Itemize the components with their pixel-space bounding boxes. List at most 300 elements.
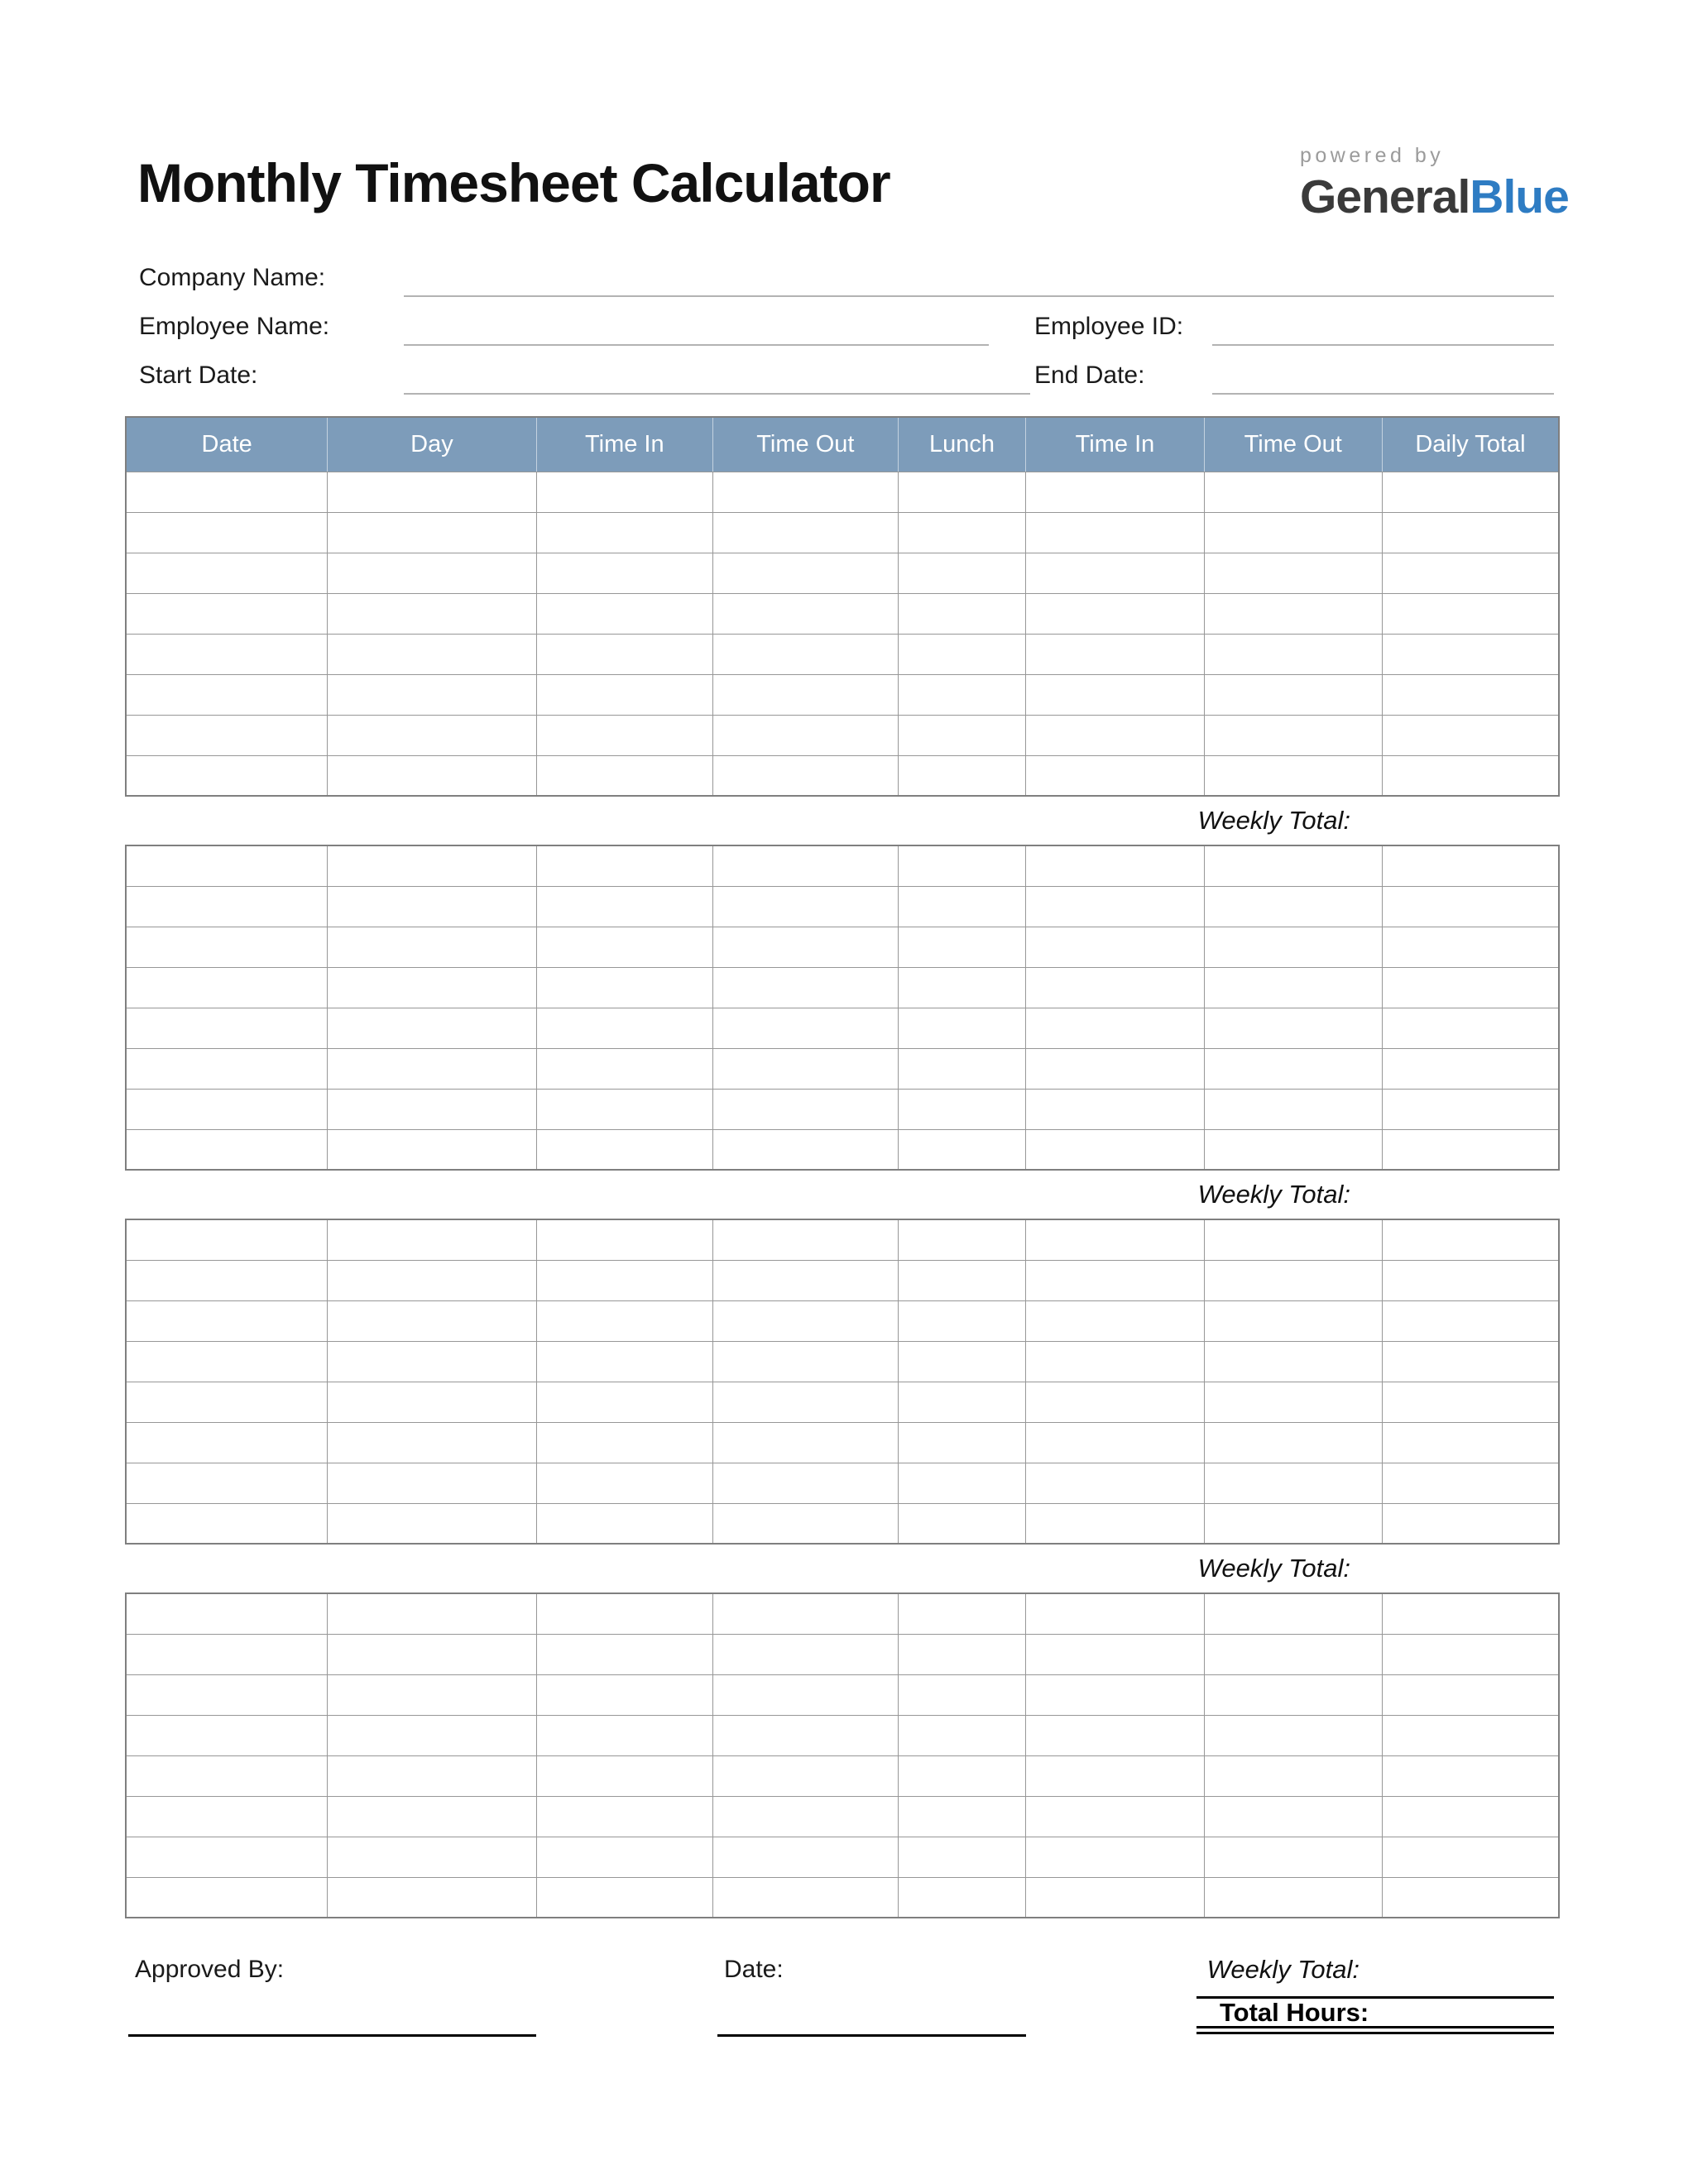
timesheet-cell[interactable] [898,1089,1026,1129]
timesheet-cell[interactable] [126,1634,328,1674]
timesheet-cell[interactable] [713,472,899,512]
timesheet-cell[interactable] [898,755,1026,796]
timesheet-cell[interactable] [328,674,536,715]
weekly-total-final-row[interactable] [1196,1951,1554,1999]
date-input-line[interactable] [717,2034,1026,2037]
timesheet-cell[interactable] [328,472,536,512]
timesheet-cell[interactable] [1204,1593,1382,1634]
timesheet-cell[interactable] [713,1341,899,1382]
timesheet-cell[interactable] [898,1877,1026,1918]
timesheet-row-w3-r5 [126,1382,1559,1422]
timesheet-cell[interactable] [328,1089,536,1129]
timesheet-cell[interactable] [328,1674,536,1715]
timesheet-cell[interactable] [713,1382,899,1422]
timesheet-cell[interactable] [536,1755,713,1796]
company-name-row [139,253,1554,302]
timesheet-cell[interactable] [898,1300,1026,1341]
timesheet-row-w1-r1 [126,472,1559,512]
timesheet-cell[interactable] [713,1715,899,1755]
timesheet-cell[interactable] [713,1219,899,1260]
timesheet-cell[interactable] [328,512,536,553]
timesheet-cell[interactable] [713,1877,899,1918]
timesheet-cell[interactable] [898,1422,1026,1463]
timesheet-cell[interactable] [536,715,713,755]
timesheet-row-w1-r7 [126,715,1559,755]
end-date-input-line[interactable] [1212,370,1554,395]
timesheet-cell[interactable] [536,967,713,1008]
timesheet-cell[interactable] [1382,553,1559,593]
timesheet-cell[interactable] [898,512,1026,553]
timesheet-cell[interactable] [898,593,1026,634]
timesheet-cell[interactable] [328,1715,536,1755]
timesheet-cell[interactable] [1026,1796,1204,1837]
timesheet-cell[interactable] [713,512,899,553]
timesheet-row-w1-r2 [126,512,1559,553]
timesheet-cell[interactable] [1204,1382,1382,1422]
timesheet-cell[interactable] [1382,1837,1559,1877]
timesheet-cell[interactable] [328,1260,536,1300]
timesheet-cell[interactable] [898,1837,1026,1877]
timesheet-cell[interactable] [1382,1219,1559,1260]
timesheet-cell[interactable] [1026,1674,1204,1715]
timesheet-cell[interactable] [1204,1089,1382,1129]
timesheet-cell[interactable] [713,1837,899,1877]
timesheet-cell[interactable] [536,1089,713,1129]
timesheet-cell[interactable] [126,1463,328,1503]
timesheet-cell[interactable] [1026,715,1204,755]
timesheet-cell[interactable] [536,1463,713,1503]
timesheet-cell[interactable] [536,886,713,927]
timesheet-cell[interactable] [536,1715,713,1755]
timesheet-cell[interactable] [1382,1755,1559,1796]
timesheet-cell[interactable] [1204,634,1382,674]
timesheet-cell[interactable] [898,1463,1026,1503]
timesheet-cell[interactable] [898,1382,1026,1422]
timesheet-cell[interactable] [1204,1674,1382,1715]
brand-name [1300,170,1569,224]
timesheet-cell[interactable] [1382,634,1559,674]
timesheet-cell[interactable] [328,715,536,755]
timesheet-cell[interactable] [126,472,328,512]
timesheet-cell[interactable] [328,1634,536,1674]
timesheet-row-w4-r1 [126,1593,1559,1634]
timesheet-cell[interactable] [1026,845,1204,886]
timesheet-cell[interactable] [328,927,536,967]
timesheet-cell[interactable] [1026,593,1204,634]
timesheet-cell[interactable] [1026,634,1204,674]
timesheet-cell[interactable] [1382,1593,1559,1634]
timesheet-cell[interactable] [126,886,328,927]
timesheet-cell[interactable] [126,1715,328,1755]
timesheet-cell[interactable] [1382,927,1559,967]
timesheet-cell[interactable] [1382,1674,1559,1715]
timesheet-cell[interactable] [126,1674,328,1715]
timesheet-cell[interactable] [126,927,328,967]
timesheet-cell[interactable] [1026,674,1204,715]
timesheet-cell[interactable] [1026,1048,1204,1089]
timesheet-cell[interactable] [1204,1008,1382,1048]
timesheet-cell[interactable] [126,1008,328,1048]
timesheet-cell[interactable] [898,927,1026,967]
timesheet-cell[interactable] [1382,512,1559,553]
timesheet-cell[interactable] [1204,1837,1382,1877]
timesheet-row-w2-r7 [126,1089,1559,1129]
timesheet-cell[interactable] [328,1837,536,1877]
timesheet-cell[interactable] [898,1674,1026,1715]
timesheet-cell[interactable] [713,1634,899,1674]
timesheet-row-w3-r2 [126,1260,1559,1300]
timesheet-cell[interactable] [713,634,899,674]
timesheet-cell[interactable] [1382,1048,1559,1089]
timesheet-cell[interactable] [1382,715,1559,755]
timesheet-cell[interactable] [1382,967,1559,1008]
timesheet-row-w3-r4 [126,1341,1559,1382]
timesheet-cell[interactable] [536,927,713,967]
timesheet-cell[interactable] [1026,1382,1204,1422]
timesheet-cell[interactable] [1026,886,1204,927]
timesheet-cell[interactable] [1026,967,1204,1008]
timesheet-cell[interactable] [126,1300,328,1341]
timesheet-cell[interactable] [1382,674,1559,715]
timesheet-cell[interactable] [126,1260,328,1300]
start-date-input-line[interactable] [404,370,1030,395]
timesheet-cell[interactable] [713,674,899,715]
timesheet-cell[interactable] [328,1503,536,1544]
timesheet-row-w1-r8 [126,755,1559,796]
timesheet-cell[interactable] [1204,1300,1382,1341]
timesheet-cell[interactable] [898,1755,1026,1796]
timesheet-cell[interactable] [1382,1503,1559,1544]
timesheet-row-w3-r7 [126,1463,1559,1503]
timesheet-cell[interactable] [536,1260,713,1300]
timesheet-cell[interactable] [126,1129,328,1170]
timesheet-cell[interactable] [126,715,328,755]
timesheet-cell[interactable] [713,1089,899,1129]
timesheet-cell[interactable] [536,472,713,512]
timesheet-row-w2-r3 [126,927,1559,967]
timesheet-cell[interactable] [536,1837,713,1877]
timesheet-cell[interactable] [126,1422,328,1463]
timesheet-cell[interactable] [713,1674,899,1715]
timesheet-cell[interactable] [1204,1463,1382,1503]
timesheet-cell[interactable] [328,886,536,927]
powered-by-text: powered by [1300,144,1445,167]
timesheet-cell[interactable] [898,886,1026,927]
timesheet-cell[interactable] [328,1048,536,1089]
timesheet-cell[interactable] [126,553,328,593]
timesheet-cell[interactable] [126,1593,328,1634]
timesheet-cell[interactable] [1026,553,1204,593]
timesheet-cell[interactable] [1026,1715,1204,1755]
timesheet-cell[interactable] [1204,1422,1382,1463]
timesheet-cell[interactable] [898,1129,1026,1170]
timesheet-cell[interactable] [328,1593,536,1634]
timesheet-cell[interactable] [1204,967,1382,1008]
timesheet-cell[interactable] [1026,1877,1204,1918]
timesheet-cell[interactable] [713,967,899,1008]
timesheet-cell[interactable] [898,553,1026,593]
timesheet-cell[interactable] [328,755,536,796]
timesheet-cell[interactable] [328,593,536,634]
timesheet-cell[interactable] [1204,886,1382,927]
timesheet-cell[interactable] [898,1219,1026,1260]
timesheet-cell[interactable] [536,593,713,634]
timesheet-cell[interactable] [1026,1089,1204,1129]
timesheet-cell[interactable] [536,1503,713,1544]
timesheet-cell[interactable] [713,1260,899,1300]
timesheet-cell[interactable] [126,1341,328,1382]
timesheet-cell[interactable] [1204,553,1382,593]
timesheet-cell[interactable] [328,1300,536,1341]
timesheet-cell[interactable] [1026,1300,1204,1341]
timesheet-cell[interactable] [536,1877,713,1918]
timesheet-cell[interactable] [536,1300,713,1341]
timesheet-cell[interactable] [536,845,713,886]
timesheet-cell[interactable] [1204,1755,1382,1796]
timesheet-cell[interactable] [1204,1796,1382,1837]
page-title: Monthly Timesheet Calculator [137,152,890,213]
timesheet-cell[interactable] [1382,845,1559,886]
timesheet-cell[interactable] [328,1463,536,1503]
timesheet-cell[interactable] [126,674,328,715]
timesheet-cell[interactable] [713,755,899,796]
timesheet-cell[interactable] [713,1463,899,1503]
timesheet-weeks [125,416,1560,1918]
timesheet-cell[interactable] [713,553,899,593]
timesheet-cell[interactable] [1204,593,1382,634]
column-header-1-day: Day [328,417,536,472]
column-header-5-time-in: Time In [1026,417,1204,472]
timesheet-cell[interactable] [1382,1382,1559,1422]
company-name-input-line[interactable] [404,272,1554,297]
timesheet-cell[interactable] [1026,472,1204,512]
timesheet-cell[interactable] [1026,1634,1204,1674]
timesheet-cell[interactable] [1204,1048,1382,1089]
timesheet-cell[interactable] [536,553,713,593]
timesheet-cell[interactable] [1382,1008,1559,1048]
timesheet-cell[interactable] [536,1341,713,1382]
timesheet-cell[interactable] [1382,1422,1559,1463]
timesheet-cell[interactable] [713,886,899,927]
timesheet-cell[interactable] [328,1219,536,1260]
timesheet-cell[interactable] [328,1341,536,1382]
timesheet-cell[interactable] [1204,472,1382,512]
timesheet-cell[interactable] [328,845,536,886]
timesheet-cell[interactable] [1382,1129,1559,1170]
timesheet-cell[interactable] [713,1422,899,1463]
timesheet-cell[interactable] [1382,1715,1559,1755]
timesheet-cell[interactable] [1204,1129,1382,1170]
timesheet-cell[interactable] [126,1219,328,1260]
timesheet-cell[interactable] [328,1129,536,1170]
timesheet-cell[interactable] [126,634,328,674]
timesheet-cell[interactable] [126,1503,328,1544]
timesheet-cell[interactable] [713,1503,899,1544]
timesheet-cell[interactable] [328,1755,536,1796]
timesheet-cell[interactable] [1204,1341,1382,1382]
approved-by-signature-line[interactable] [128,2034,536,2037]
timesheet-cell[interactable] [536,1219,713,1260]
timesheet-cell[interactable] [898,715,1026,755]
timesheet-cell[interactable] [713,1755,899,1796]
column-header-0-date: Date [126,417,328,472]
timesheet-cell[interactable] [328,634,536,674]
timesheet-cell[interactable] [1382,1260,1559,1300]
timesheet-cell[interactable] [1026,1422,1204,1463]
timesheet-cell[interactable] [898,845,1026,886]
timesheet-cell[interactable] [713,845,899,886]
timesheet-cell[interactable] [713,593,899,634]
weekly-total-label: Weekly Total: [1197,1180,1350,1209]
timesheet-cell[interactable] [536,1422,713,1463]
timesheet-cell[interactable] [898,1634,1026,1674]
timesheet-cell[interactable] [126,1089,328,1129]
timesheet-cell[interactable] [126,512,328,553]
timesheet-cell[interactable] [1204,715,1382,755]
timesheet-cell[interactable] [536,1129,713,1170]
timesheet-cell[interactable] [1026,1341,1204,1382]
employee-id-label: Employee ID: [1034,313,1184,340]
timesheet-cell[interactable] [536,1796,713,1837]
timesheet-cell[interactable] [1026,1008,1204,1048]
timesheet-cell[interactable] [328,1422,536,1463]
timesheet-cell[interactable] [126,967,328,1008]
timesheet-row-w2-r6 [126,1048,1559,1089]
timesheet-row-w3-r3 [126,1300,1559,1341]
timesheet-cell[interactable] [1026,1593,1204,1634]
timesheet-cell[interactable] [126,1755,328,1796]
weekly-total-label: Weekly Total: [1197,806,1350,835]
timesheet-cell[interactable] [1382,472,1559,512]
timesheet-cell[interactable] [1026,1755,1204,1796]
timesheet-cell[interactable] [1026,1260,1204,1300]
timesheet-cell[interactable] [536,755,713,796]
dates-row [139,351,1554,400]
brand-name-general: General [1300,170,1470,223]
timesheet-cell[interactable] [898,1796,1026,1837]
timesheet-cell[interactable] [1382,1634,1559,1674]
timesheet-cell[interactable] [1204,1877,1382,1918]
timesheet-cell[interactable] [898,1593,1026,1634]
timesheet-cell[interactable] [328,1796,536,1837]
timesheet-cell[interactable] [898,674,1026,715]
timesheet-cell[interactable] [1382,886,1559,927]
timesheet-cell[interactable] [713,1008,899,1048]
timesheet-cell[interactable] [1026,927,1204,967]
timesheet-cell[interactable] [1026,512,1204,553]
timesheet-cell[interactable] [713,1796,899,1837]
timesheet-cell[interactable] [1026,1463,1204,1503]
employee-id-input-line[interactable] [1212,321,1554,346]
timesheet-cell[interactable] [898,1008,1026,1048]
timesheet-cell[interactable] [898,634,1026,674]
timesheet-cell[interactable] [126,1837,328,1877]
timesheet-cell[interactable] [898,1260,1026,1300]
timesheet-cell[interactable] [1026,1129,1204,1170]
timesheet-cell[interactable] [126,1048,328,1089]
timesheet-cell[interactable] [328,967,536,1008]
timesheet-cell[interactable] [536,1634,713,1674]
week-table-3 [125,1219,1560,1545]
timesheet-cell[interactable] [1026,1219,1204,1260]
timesheet-cell[interactable] [1204,755,1382,796]
timesheet-cell[interactable] [898,1503,1026,1544]
timesheet-cell[interactable] [1382,1300,1559,1341]
timesheet-row-w2-r1 [126,845,1559,886]
timesheet-cell[interactable] [126,1382,328,1422]
timesheet-cell[interactable] [328,1008,536,1048]
timesheet-cell[interactable] [126,845,328,886]
timesheet-cell[interactable] [1204,845,1382,886]
timesheet-cell[interactable] [713,715,899,755]
timesheet-cell[interactable] [536,634,713,674]
timesheet-cell[interactable] [898,1715,1026,1755]
timesheet-cell[interactable] [536,1382,713,1422]
timesheet-cell[interactable] [536,1008,713,1048]
timesheet-cell[interactable] [713,1129,899,1170]
timesheet-cell[interactable] [536,1048,713,1089]
timesheet-cell[interactable] [713,1048,899,1089]
header-row [126,417,1559,472]
timesheet-cell[interactable] [328,1877,536,1918]
timesheet-cell[interactable] [1382,1341,1559,1382]
timesheet-cell[interactable] [1026,1503,1204,1544]
timesheet-cell[interactable] [1382,1796,1559,1837]
timesheet-cell[interactable] [328,553,536,593]
timesheet-cell[interactable] [713,1300,899,1341]
timesheet-cell[interactable] [1204,1715,1382,1755]
company-name-label: Company Name: [139,264,326,291]
timesheet-cell[interactable] [1204,1219,1382,1260]
timesheet-cell[interactable] [1382,1089,1559,1129]
timesheet-cell[interactable] [1382,1463,1559,1503]
timesheet-cell[interactable] [1204,674,1382,715]
timesheet-cell[interactable] [126,1796,328,1837]
timesheet-cell[interactable] [713,1593,899,1634]
timesheet-cell[interactable] [713,927,899,967]
timesheet-cell[interactable] [1204,1634,1382,1674]
timesheet-cell[interactable] [1382,1877,1559,1918]
timesheet-cell[interactable] [1204,1503,1382,1544]
timesheet-cell[interactable] [536,674,713,715]
timesheet-cell[interactable] [536,1674,713,1715]
employee-name-input-line[interactable] [404,321,989,346]
timesheet-cell[interactable] [1204,927,1382,967]
timesheet-cell[interactable] [898,1048,1026,1089]
timesheet-cell[interactable] [126,593,328,634]
approved-by-block [128,1951,536,2037]
timesheet-cell[interactable] [1204,512,1382,553]
timesheet-cell[interactable] [898,967,1026,1008]
timesheet-cell[interactable] [1026,755,1204,796]
timesheet-cell[interactable] [328,1382,536,1422]
timesheet-cell[interactable] [1204,1260,1382,1300]
timesheet-cell[interactable] [1382,593,1559,634]
timesheet-cell[interactable] [126,755,328,796]
date-label: Date: [724,1956,784,1983]
total-hours-row[interactable] [1196,1999,1554,2034]
timesheet-cell[interactable] [126,1877,328,1918]
timesheet-cell[interactable] [1382,755,1559,796]
column-header-6-time-out: Time Out [1204,417,1382,472]
timesheet-cell[interactable] [1026,1837,1204,1877]
timesheet-cell[interactable] [898,1341,1026,1382]
column-header-7-daily-total: Daily Total [1382,417,1559,472]
timesheet-cell[interactable] [536,512,713,553]
timesheet-cell[interactable] [536,1593,713,1634]
timesheet-cell[interactable] [898,472,1026,512]
timesheet-row-w3-r8 [126,1503,1559,1544]
